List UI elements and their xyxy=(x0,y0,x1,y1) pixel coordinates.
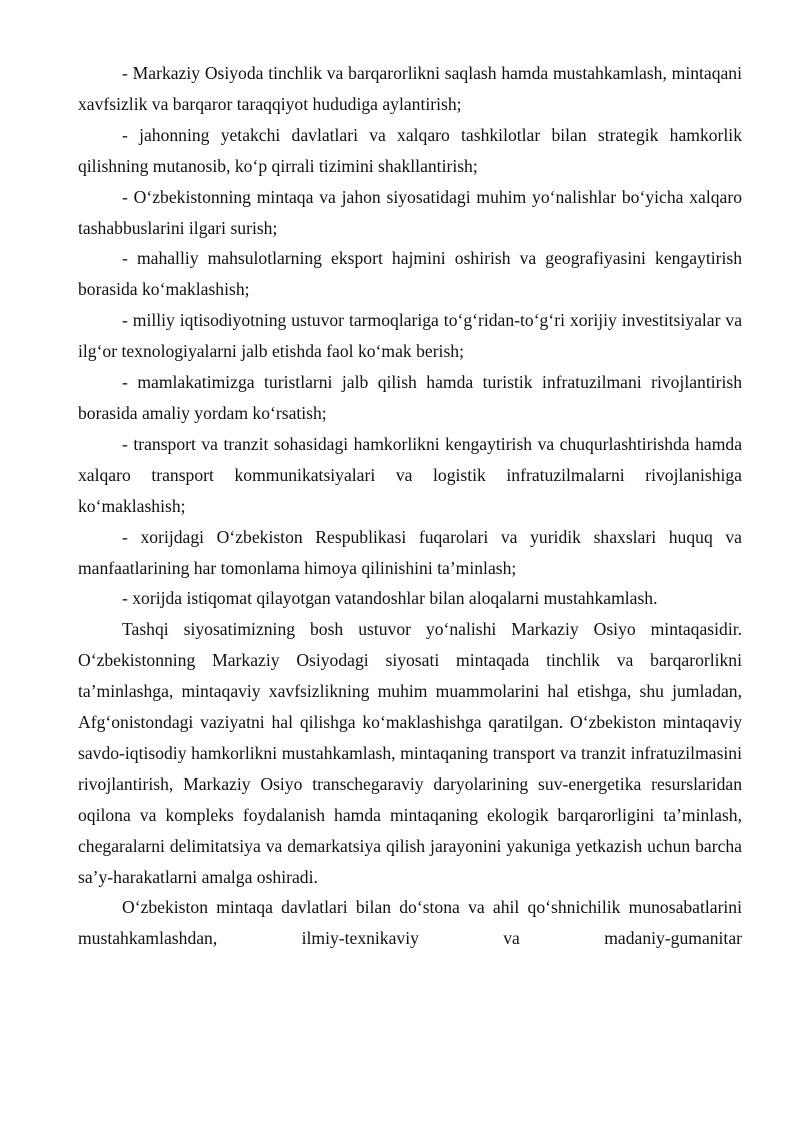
paragraph-bullet-export-growth: - mahalliy mahsulotlarning eksport hajmini oshirish va geografiyasini kengaytirish borasida koʻmaklashish; xyxy=(78,248,742,300)
paragraph-bullet-tourism: - mamlakatimizga turistlarni jalb qilish hamda turistik infratuzilmani rivojlantirish borasida amaliy yordam koʻrsatish; xyxy=(78,372,742,423)
paragraph-bullet-strategic-partnership: - jahonning yetakchi davlatlari va xalqaro tashkilotlar bilan strategik hamkorlik qilishning mutanosib, koʻp qirrali tizimini shakllantirish; xyxy=(78,124,742,176)
paragraph-bullet-foreign-investment: - milliy iqtisodiyotning ustuvor tarmoqlariga toʻgʻridan-toʻgʻri xorijiy investitsiyalar va ilgʻor texnologiyalarni jalb etishda faol koʻmak berish; xyxy=(78,310,742,362)
paragraph-central-asia-priority: Tashqi siyosatimizning bosh ustuvor yoʻnalishi Markaziy Osiyo mintaqasidir. Oʻzbekistonning Markaziy Osiyodagi siyosati mintaqada tinchlik va barqarorlikni taʼminlashga, mintaqaviy xavfsizlikning muhim muammolarini hal etishga, shu jumladan, Afgʻonistondagi vaziyatni hal qilishga koʻmaklashishga qaratilgan. Oʻzbekiston mintaqaviy savdo-iqtisodiy hamkorlikni mustahkamlash, mintaqaning transport va tranzit infratuzilmasini rivojlantirish, Markaziy Osiyo transchegaraviy daryolarining suv-energetika resurslaridan oqilona va kompleks foydalanish hamda mintaqaning ekologik barqarorligini taʼminlash, chegaralarni delimitatsiya va demarkatsiya qilish jarayonini yakuniga yetkazish uchun barcha saʼy-harakatlarni amalga oshiradi. xyxy=(78,619,742,887)
paragraph-neighbourly-relations: Oʻzbekiston mintaqa davlatlari bilan doʻstona va ahil qoʻshnichilik munosabatlarini mustahkamlashdan, ilmiy-texnikaviy va madaniy-gumanitar xyxy=(78,897,742,949)
paragraph-bullet-international-initiatives: - Oʻzbekistonning mintaqa va jahon siyosatidagi muhim yoʻnalishlar boʻyicha xalqaro tashabbuslarini ilgari surish; xyxy=(78,186,742,238)
paragraph-bullet-citizen-rights: - xorijdagi Oʻzbekiston Respublikasi fuqarolari va yuridik shaxslari huquq va manfaatlarining har tomonlama himoya qilinishini taʼminlash; xyxy=(78,526,742,578)
paragraph-bullet-regional-stability: - Markaziy Osiyoda tinchlik va barqarorlikni saqlash hamda mustahkamlash, mintaqani xavfsizlik va barqaror taraqqiyot hududiga aylantirish; xyxy=(78,63,742,114)
paragraph-bullet-transport-transit: - transport va tranzit sohasidagi hamkorlikni kengaytirish va chuqurlashtirishda hamda xalqaro transport kommunikatsiyalari va logistik infratuzilmalarni rivojlanishiga koʻmaklashish; xyxy=(78,433,742,516)
document-page xyxy=(78,58,742,954)
paragraph-bullet-compatriots: - xorijda istiqomat qilayotgan vatandoshlar bilan aloqalarni mustahkamlash. xyxy=(122,588,658,609)
